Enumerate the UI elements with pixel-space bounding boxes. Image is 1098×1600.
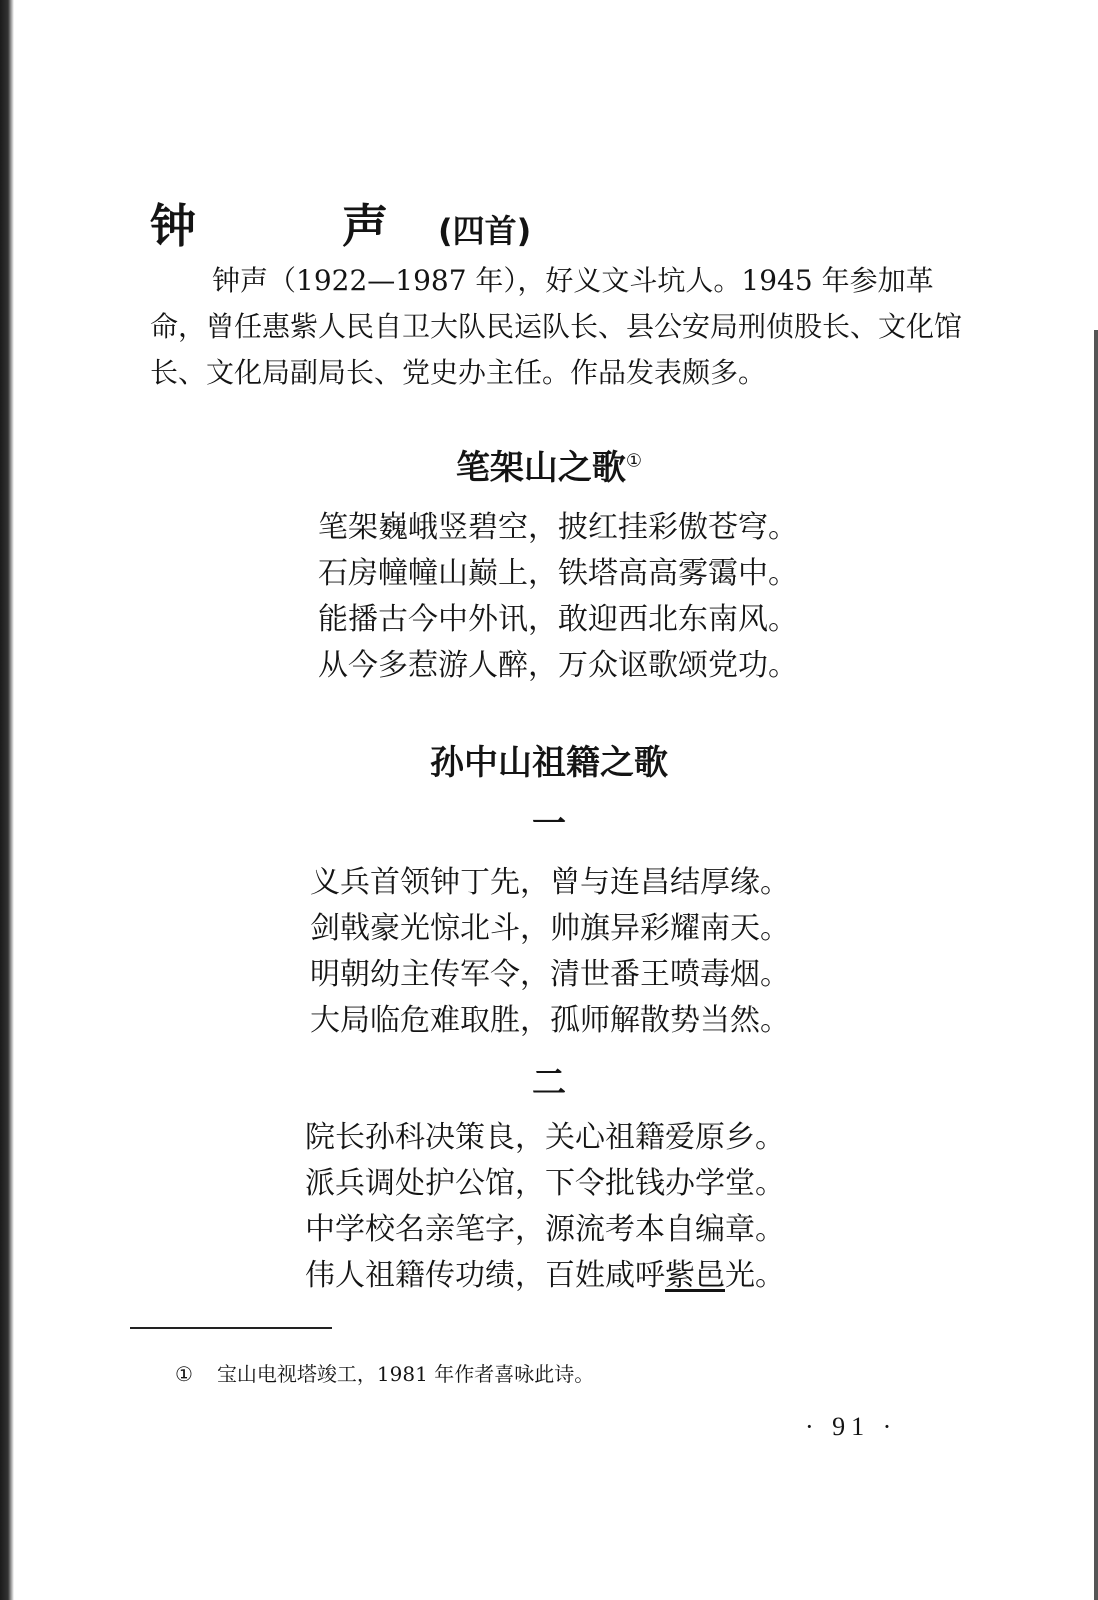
- poem1-title: [0, 440, 1098, 489]
- poem-line-last: [305, 1253, 785, 1299]
- footnote-text: 宝山电视塔竣工，1981 年作者喜咏此诗。: [216, 1362, 595, 1386]
- poem2-stanza-2: [305, 1115, 785, 1299]
- footnote-mark: ①: [175, 1362, 193, 1386]
- scan-edge-right: [1094, 330, 1098, 1600]
- poem-line: 义兵首领钟丁先，曾与连昌结厚缘。: [310, 865, 790, 900]
- poem-count: (四首): [438, 212, 532, 250]
- poem-line: 从今多惹游人醉，万众讴歌颂党功。: [318, 648, 798, 683]
- line-part: 伟人祖籍传功绩，百姓咸呼: [305, 1258, 665, 1293]
- poem-line: 院长孙科决策良，关心祖籍爱原乡。: [305, 1120, 785, 1155]
- author-bio: 钟声（1922—1987 年），好义文斗坑人。1945 年参加革命，曾任惠紫人民自卫大队民运队长、县公安局刑侦股长、文化馆长、文化局副局长、党史办主任。作品发表颇多。: [150, 264, 963, 389]
- footnote-ref: ①: [625, 450, 643, 472]
- poem2-stanza-1: [310, 860, 790, 1044]
- poem-line: 派兵调处护公馆，下令批钱办学堂。: [305, 1166, 785, 1201]
- footnote-divider: [130, 1327, 332, 1329]
- poem-line: 能播古今中外讯，敢迎西北东南风。: [318, 602, 798, 637]
- section-number-2: 二: [532, 1063, 566, 1103]
- author-name: 钟 声: [150, 199, 438, 253]
- poem-line: 剑戟豪光惊北斗，帅旗异彩耀南天。: [310, 911, 790, 946]
- line-part: 光。: [725, 1258, 785, 1293]
- underlined-place-name: 紫邑: [665, 1258, 725, 1293]
- poem-line: 笔架巍峨竖碧空，披红挂彩傲苍穹。: [318, 510, 798, 545]
- footnote: [175, 1358, 594, 1387]
- section-number-1: 一: [532, 804, 566, 844]
- poem-line: 大局临危难取胜，孤师解散势当然。: [310, 1003, 790, 1038]
- poem-line: 明朝幼主传军令，清世番王喷毒烟。: [310, 957, 790, 992]
- poem2-title: 孙中山祖籍之歌: [430, 743, 668, 783]
- page-number: · 91 ·: [805, 1412, 898, 1441]
- poem1-title-text: 笔架山之歌: [455, 448, 626, 488]
- author-heading: [150, 190, 531, 256]
- poem1-stanza: [318, 505, 798, 689]
- poem-line: 中学校名亲笔字，源流考本自编章。: [305, 1212, 785, 1247]
- poem-line: 石房幢幢山巅上，铁塔高高雾霭中。: [318, 556, 798, 591]
